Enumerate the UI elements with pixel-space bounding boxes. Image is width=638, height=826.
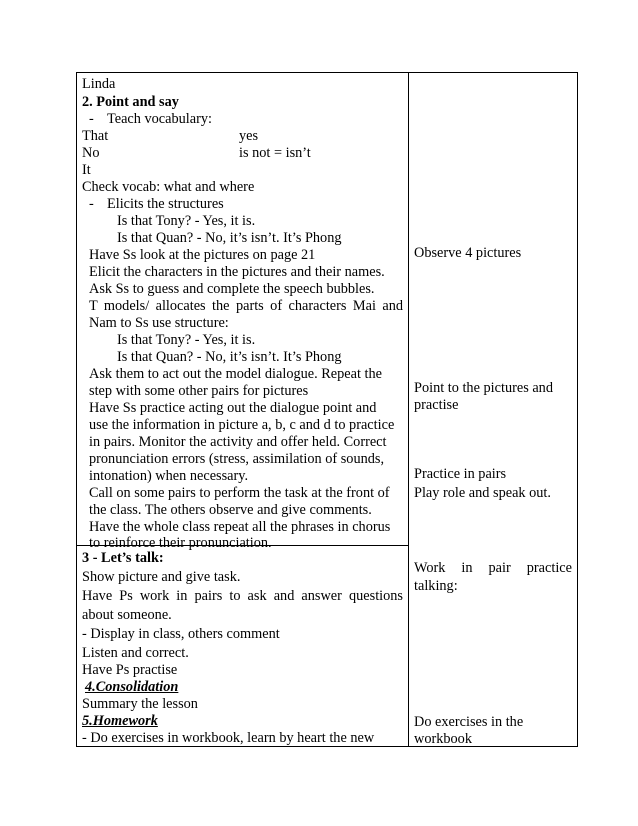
student-activity: talking: [414, 578, 458, 594]
column-divider [408, 73, 409, 746]
teach-vocab-text: Teach vocabulary: [107, 111, 212, 127]
structure-line: Is that Tony? - Yes, it is. [117, 213, 256, 229]
student-activity: Point to the pictures and [414, 380, 553, 396]
instruction-line: Have Ss look at the pictures on page 21 [89, 247, 316, 263]
homework-task: - Do exercises in workbook, learn by heart the new [82, 730, 375, 746]
student-activity: practise [414, 397, 459, 413]
structure-line: Is that Quan? - No, it’s isn’t. It’s Phong [117, 349, 342, 365]
instruction-line: Elicit the characters in the pictures and their names. [89, 264, 385, 280]
student-activity: Do exercises in the [414, 714, 524, 730]
student-activity: Observe 4 pictures [414, 245, 522, 261]
instruction-line: Ask them to act out the model dialogue. Repeat the [89, 366, 383, 382]
instruction-line: intonation) when necessary. [89, 468, 249, 484]
instruction-line: Have Ps work in pairs to ask and answer questions [82, 588, 403, 604]
student-activity: Play role and speak out. [414, 485, 551, 501]
vocab-pair: yes [239, 128, 259, 144]
instruction-line: in pairs. Monitor the activity and offer held. Correct [89, 434, 387, 450]
lesson-plan-table [76, 72, 578, 747]
instruction-line: to reinforce their pronunciation. [89, 535, 272, 551]
instruction-line: Summary the lesson [82, 696, 198, 712]
vocab-word: It [82, 162, 91, 178]
instruction-line: Ask Ss to guess and complete the speech bubbles. [89, 281, 375, 297]
instruction-line: T models/ allocates the parts of characters Mai and [89, 298, 403, 314]
instruction-line: use the information in picture a, b, c and d to practice [89, 417, 395, 433]
instruction-line: Show picture and give task. [82, 569, 241, 585]
instruction-line: - Display in class, others comment [82, 626, 280, 642]
instruction-line: Listen and correct. [82, 645, 189, 661]
structure-line: Is that Quan? - No, it’s isn’t. It’s Phong [117, 230, 342, 246]
bullet: - [89, 196, 94, 212]
check-vocab-text: Check vocab: what and where [82, 179, 255, 195]
vocab-word: That [82, 128, 109, 144]
instruction-line: Have the whole class repeat all the phrases in chorus [89, 519, 391, 535]
instruction-line: step with some other pairs for pictures [89, 383, 309, 399]
instruction-line: Nam to Ss use structure: [89, 315, 229, 331]
student-activity: Practice in pairs [414, 466, 507, 482]
instruction-line: pronunciation errors (stress, assimilation of sounds, [89, 451, 385, 467]
student-name: Linda [82, 76, 116, 92]
instruction-line: Have Ps practise [82, 662, 178, 678]
homework-heading: 5.Homework [82, 713, 158, 729]
instruction-line: Have Ss practice acting out the dialogue point and [89, 400, 377, 416]
student-activity: Work in pair practice [414, 560, 572, 576]
structure-line: Is that Tony? - Yes, it is. [117, 332, 256, 348]
instruction-line: Call on some pairs to perform the task at the front of [89, 485, 390, 501]
instruction-line: about someone. [82, 607, 172, 623]
student-activity: workbook [414, 731, 472, 747]
instruction-line: the class. The others observe and give comments. [89, 502, 372, 518]
vocab-pair: is not = isn’t [239, 145, 311, 161]
bullet: - [89, 111, 94, 127]
vocab-word: No [82, 145, 100, 161]
elicit-text: Elicits the structures [107, 196, 224, 212]
point-and-say-heading: 2. Point and say [82, 94, 179, 110]
consolidation-heading: 4.Consolidation [85, 679, 179, 695]
lets-talk-heading: 3 - Let’s talk: [82, 550, 164, 566]
